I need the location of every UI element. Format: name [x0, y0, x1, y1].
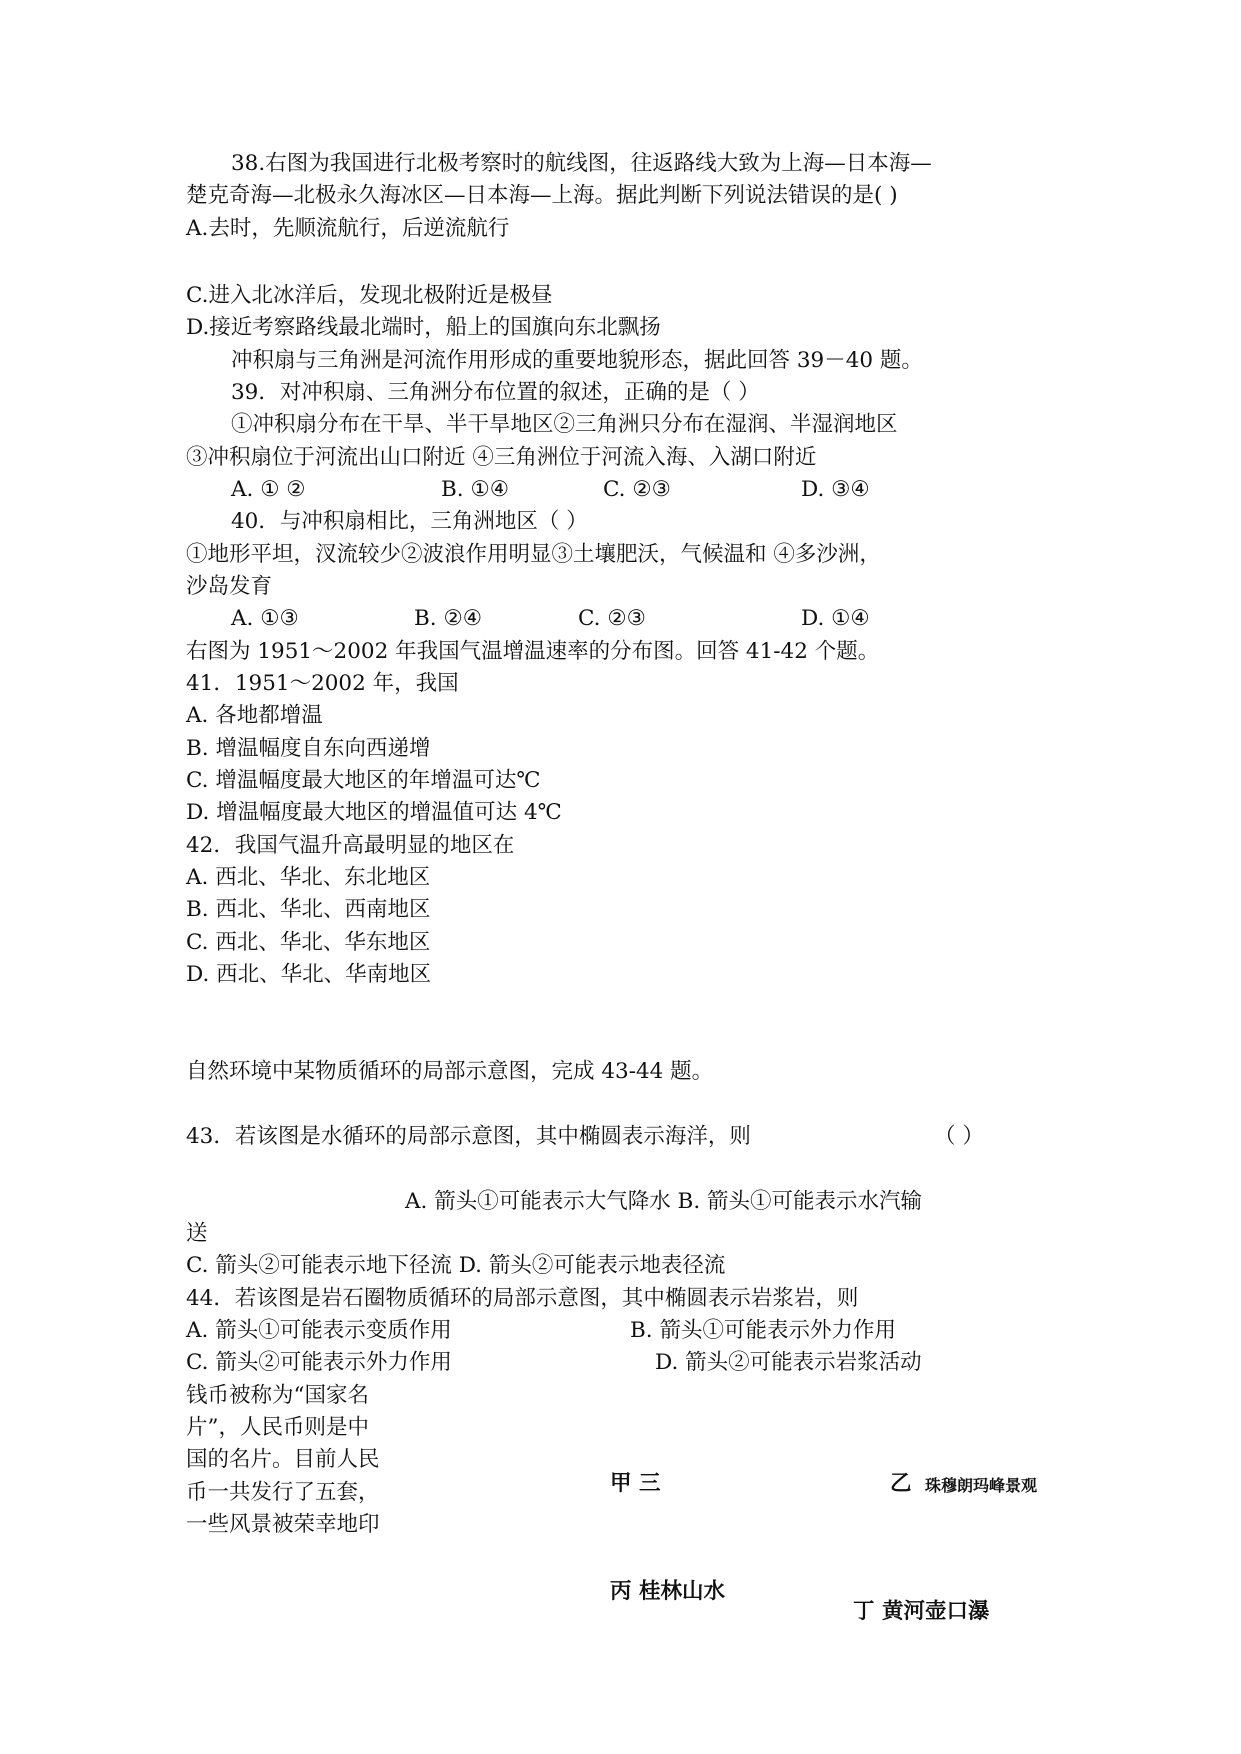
q42-option-b: B. 西北、华北、西南地区	[186, 897, 431, 922]
figure-label-bing: 丙 桂林山水	[610, 1579, 725, 1604]
q40-option-d: D. ①④	[801, 606, 870, 631]
q38-option-d: D.接近考察路线最北端时，船上的国旗向东北飘扬	[186, 315, 661, 340]
q38-stem-line1: 38.右图为我国进行北极考察时的航线图，往返路线大致为上海—日本海—	[231, 151, 932, 176]
currency-text-line2: 片”，人民币则是中	[186, 1415, 369, 1440]
q40-option-b: B. ②④	[414, 606, 483, 631]
intro-41-42: 右图为 1951～2002 年我国气温增温速率的分布图。回答 41-42 个题。	[186, 639, 880, 664]
q39-option-b: B. ①④	[441, 477, 510, 502]
figure-label-ding: 丁 黄河壶口瀑	[853, 1599, 990, 1624]
q39-statement-line2: ③冲积扇位于河流出山口附近 ④三角洲位于河流入海、入湖口附近	[186, 445, 817, 470]
q41-stem: 41．1951～2002 年，我国	[186, 671, 459, 696]
currency-text-line4: 币一共发行了五套，	[186, 1480, 380, 1505]
q38-option-a: A.去时，先顺流航行，后逆流航行	[186, 216, 510, 241]
q40-option-a: A. ①③	[231, 606, 299, 631]
q43-options-ab-wrap: 送	[186, 1221, 208, 1246]
q43-answer-paren: （ ）	[934, 1124, 984, 1149]
q44-option-c: C. 箭头②可能表示外力作用	[186, 1350, 452, 1375]
q41-option-c: C. 增温幅度最大地区的年增温可达℃	[186, 768, 541, 793]
q43-options-cd: C. 箭头②可能表示地下径流 D. 箭头②可能表示地表径流	[186, 1253, 726, 1278]
figure-label-yi-text: 珠穆朗玛峰景观	[925, 1476, 1038, 1495]
q42-option-c: C. 西北、华北、华东地区	[186, 930, 431, 955]
q39-option-a: A. ① ②	[231, 477, 306, 502]
q40-statement-line1: ①地形平坦，汊流较少②波浪作用明显③土壤肥沃，气候温和 ④多沙洲，	[186, 542, 881, 567]
figure-label-jia-clipped-glyph	[612, 1498, 630, 1505]
intro-39-40: 冲积扇与三角洲是河流作用形成的重要地貌形态，据此回答 39－40 题。	[231, 348, 923, 373]
q44-option-a: A. 箭头①可能表示变质作用	[186, 1318, 452, 1343]
q41-option-b: B. 增温幅度自东向西递增	[186, 736, 431, 761]
q44-option-b: B. 箭头①可能表示外力作用	[630, 1318, 896, 1343]
q44-stem: 44．若该图是岩石圈物质循环的局部示意图，其中椭圆表示岩浆岩，则	[186, 1286, 859, 1311]
currency-text-line5: 一些风景被荣幸地印	[186, 1512, 380, 1537]
q39-option-d: D. ③④	[801, 477, 870, 502]
q40-stem: 40．与冲积扇相比，三角洲地区（ ）	[231, 509, 588, 534]
q42-stem: 42．我国气温升高最明显的地区在	[186, 833, 515, 858]
q44-option-d: D. 箭头②可能表示岩浆活动	[655, 1350, 922, 1375]
q42-option-a: A. 西北、华北、东北地区	[186, 865, 431, 890]
figure-label-yi-mark: 乙	[890, 1471, 912, 1496]
q38-stem-line2: 楚克奇海—北极永久海冰区—日本海—上海。据此判断下列说法错误的是( )	[186, 183, 898, 208]
q39-statement-line1: ①冲积扇分布在干旱、半干旱地区②三角洲只分布在湿润、半湿润地区	[231, 412, 898, 437]
q41-option-d: D. 增温幅度最大地区的增温值可达 4℃	[186, 800, 562, 825]
currency-text-line1: 钱币被称为“国家名	[186, 1383, 369, 1408]
q38-option-c: C.进入北冰洋后，发现北极附近是极昼	[186, 283, 553, 308]
q39-option-c: C. ②③	[603, 477, 671, 502]
q40-statement-line2: 沙岛发育	[186, 574, 273, 599]
q43-stem: 43．若该图是水循环的局部示意图，其中椭圆表示海洋，则	[186, 1124, 751, 1149]
q43-options-ab: A. 箭头①可能表示大气降水 B. 箭头①可能表示水汽输	[405, 1189, 922, 1214]
q39-stem: 39．对冲积扇、三角洲分布位置的叙述，正确的是（ ）	[231, 380, 760, 405]
currency-text-line3: 国的名片。目前人民	[186, 1447, 380, 1472]
q40-option-c: C. ②③	[578, 606, 646, 631]
figure-label-jia: 甲 三	[610, 1471, 661, 1496]
intro-43-44: 自然环境中某物质循环的局部示意图，完成 43-44 题。	[186, 1059, 714, 1084]
q41-option-a: A. 各地都增温	[186, 703, 323, 728]
q42-option-d: D. 西北、华北、华南地区	[186, 962, 432, 987]
